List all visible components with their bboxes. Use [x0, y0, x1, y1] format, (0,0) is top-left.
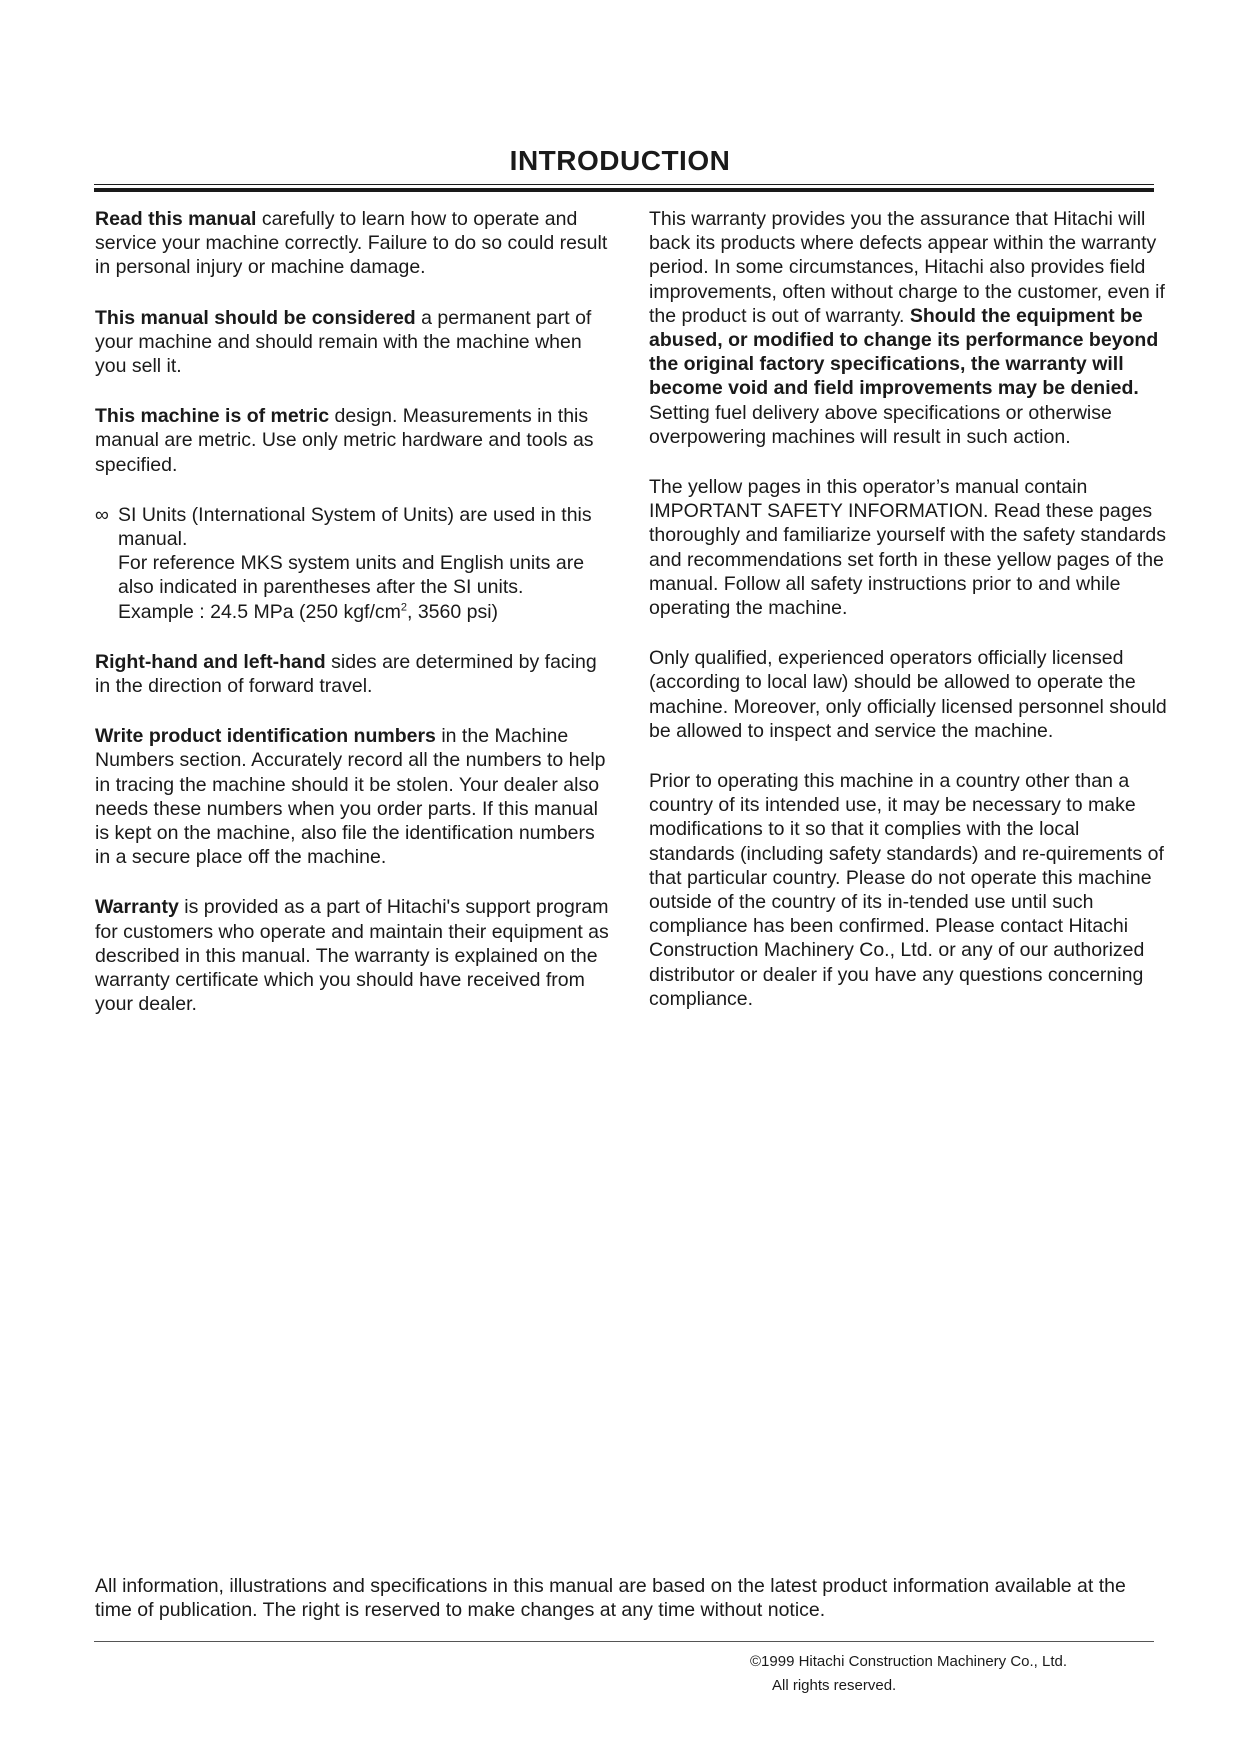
paragraph-yellow-pages: The yellow pages in this operator’s manual contain IMPORTANT SAFETY INFORMATION. Read these pages thoroughly and familiarize yourself with the safety standards and recommendations set forth in these yellow pages of the manual. Follow all safety instructions prior to and while operating the machine.: [649, 476, 1167, 620]
paragraph-lead: This machine is of metric: [95, 405, 330, 428]
page-title: INTRODUCTION: [509, 145, 731, 176]
paragraph-body: carefully to learn how to operate and service your machine correctly. Failure to do so could result in personal injury or machine damage.: [95, 208, 608, 279]
paragraph-body: Setting fuel delivery above specifications or otherwise overpowering machines will result in such action.: [649, 401, 1112, 448]
title-rule-thick: [94, 188, 1154, 192]
infinity-bullet-icon: ∞: [95, 503, 109, 526]
example-text: , 3560 psi): [407, 600, 499, 623]
paragraph-country-compliance: Prior to operating this machine in a country other than a country of its intended use, it may be necessary to make modifications to it so that it complies with the local standards (including safety standards) and re-quirements of that particular country. Please do not operate this machine outside of the country of its in-tended use until such compliance has been confirmed. Please contact Hitachi Construction Machinery Co., Ltd. or any of our authorized distributor or dealer if you have any questions concerning compliance.: [649, 770, 1164, 1010]
footer-notice: All information, illustrations and specifications in this manual are based on the latest product information available at the time of publication. The right is reserved to make changes at any time without notice.: [95, 1575, 1126, 1622]
copyright-line: All rights reserved.: [772, 1677, 897, 1694]
paragraph-metric-design: [95, 404, 615, 477]
paragraph-body: in the Machine Numbers section. Accurately record all the numbers to help in tracing the machine should it be stolen. Your dealer also needs these numbers when you order parts. If this manual is kept on the machine, also file the identification numbers in a secure place off the machine.: [95, 725, 606, 869]
left-column: [95, 207, 615, 1042]
si-units-bullet: [95, 503, 615, 624]
bullet-line: SI Units (International System of Units) are used in this manual.: [118, 503, 592, 551]
paragraph-lead: Write product identification numbers: [95, 725, 436, 748]
paragraph-qualified-operators: Only qualified, experienced operators officially licensed (according to local law) should be allowed to operate the machine. Moreover, only officially licensed personnel should be allowed to inspect and service the machine.: [649, 647, 1167, 742]
title-rule-thin: [94, 184, 1154, 185]
paragraph-body: This warranty provides you the assurance that Hitachi will back its products where defects appear within the warranty period. In some circumstances, Hitachi also provides field improvements, often without charge to the customer, even if the product is out of warranty.: [649, 208, 1165, 327]
paragraph-lead: Warranty: [95, 896, 179, 919]
example-superscript: 2: [400, 601, 407, 614]
copyright-line: ©1999 Hitachi Construction Machinery Co., Ltd.: [750, 1653, 1068, 1670]
paragraph-right-left-hand: [95, 650, 615, 698]
right-column: [649, 207, 1169, 1037]
bullet-line: For reference MKS system units and English units are also indicated in parentheses after the SI units.: [118, 552, 585, 599]
bullet-example: [118, 600, 615, 624]
paragraph-warranty-assurance: [649, 207, 1169, 449]
paragraph-warning-bold: Should the equipment be abused, or modified to change its performance beyond the original factory specifications, the warranty will become void and field improvements may be denied.: [649, 304, 1159, 400]
paragraph-body: a permanent part of your machine and should remain with the machine when you sell it.: [95, 306, 592, 378]
paragraph-permanent-part: [95, 306, 615, 379]
footer-rule: [94, 1641, 1154, 1642]
copyright: [750, 1650, 1150, 1698]
paragraph-lead: Read this manual: [95, 208, 257, 230]
paragraph-lead: Right-hand and left-hand: [95, 650, 326, 673]
example-text: Example : 24.5 MPa (250 kgf/cm: [118, 600, 401, 623]
paragraph-warranty: [95, 895, 615, 1016]
paragraph-body: sides are determined by facing in the direction of forward travel.: [95, 650, 597, 698]
paragraph-read-manual: [95, 207, 615, 280]
paragraph-body: is provided as a part of Hitachi's support program for customers who operate and maintain their equipment as described in this manual. The warranty is explained on the warranty certificate which you should have received from your dealer.: [95, 896, 609, 1016]
paragraph-body: design. Measurements in this manual are metric. Use only metric hardware and tools as specified.: [95, 405, 594, 476]
paragraph-identification-numbers: [95, 724, 615, 869]
paragraph-lead: This manual should be considered: [95, 306, 416, 329]
